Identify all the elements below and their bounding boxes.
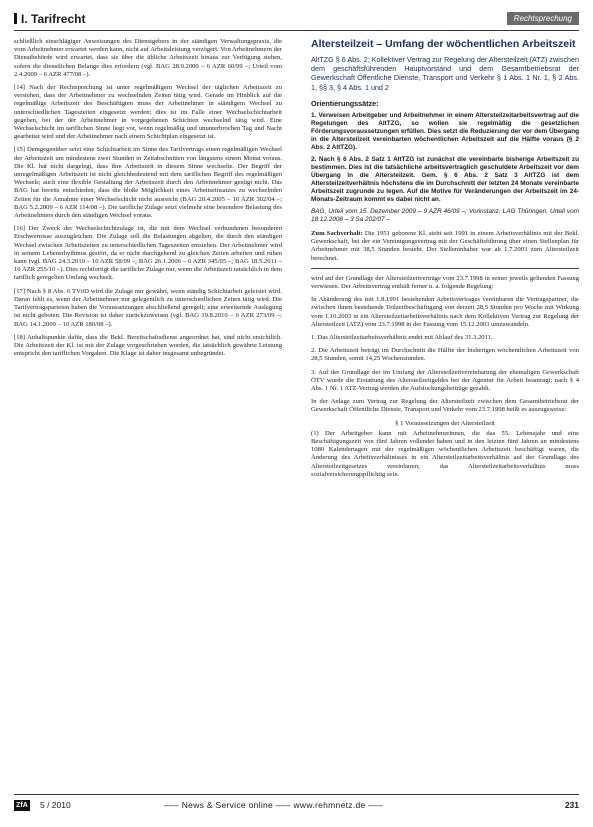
right-paragraph: In Abänderung des mit 1.8.1991 bestehenden Arbeitsvertrages vereinbaren die Vertragspartner, die zwischen ihnen bestehende Teilzeitbeschäftigung von derzeit 28,5 Stunden pro Woche mit Wirkung vom 1.10.2003 in ein Altersteilzeitarbeitsverhältnis nach dem Kollektiven Vertrag zur Regelung der Altersteilzeit (ATZ) vom 23.7.1998 in der Fassung vom 15.12.2003 umzuwandeln. — [311, 296, 579, 328]
left-paragraph: [15] Demgegenüber setzt eine Schichtarbeit im Sinne des Tarifvertrags einen regelmäßigen Wechsel der Arbeitszeit um mindestens zwei Stunden in Zeitabschnitten von längstens einem Monat voraus. Die Kl. hat nicht dargelegt, dass ihre Arbeitszeit in diesem Sinne wechselte. Der Begriff der unregelmäßigen Arbeitszeit ist nicht gleichbedeutend mit dem tariflichen Begriff des regelmäßigen Wechsels; auch eine flexible Gestaltung der Arbeitszeit durch den Arbeitnehmer genügt nicht. Das BAG hat bereits entschieden, dass die bloße Möglichkeit eines Arbeitseinsatzes zu wechselnden Zeiten für die Annahme einer Wechselschicht nicht ausreicht (BAG 20.4.2005 – 10 AZR 302/04 –; BAG 5.2.2009 – 6 AZR 114/08 –). Die tarifliche Zulage setzt vielmehr eine besondere Belastung des Arbeitnehmers durch den ständigen Wechsel voraus. — [14, 146, 282, 220]
facts-text: Die 1951 geborene Kl. steht seit 1991 in einem Arbeitsverhältnis mit der Bekl. Gewerkschaft, bei der ein Vereinigungsvertrag mit der Geschäftsführung über einen Stellenplan für Arbeitnehmer mit 38,5 Stunden besteht. Der Stelleninhaber war ab 1.7.2003 zum Altersteilzeit berechnet. — [311, 230, 579, 262]
rubric-tag: Rechtsprechung — [507, 12, 579, 25]
court-citation: BAG, Urteil vom 15. Dezember 2009 – 9 AZR 46/09 –; Vorinstanz: LAG Thüringen, Urteil vom 18.12.2008 – 3 Sa 202/07 – — [311, 208, 579, 224]
issue-number: 5 / 2010 — [40, 800, 71, 810]
left-paragraph: [17] Nach § 8 Abs. 6 TVöD wird die Zulage nur gewährt, wenn ständig Schichtarbeit geleistet wird. Daran fehlt es, wenn der Arbeitnehmer nur gelegentlich zu unterschiedlichen Zeiten tätig wird. Die Tarifvertragsparteien haben die Voraussetzungen abschließend geregelt; eine erweiternde Auslegung ist nicht geboten. Die Revision ist daher zurückzuweisen (vgl. BAG 19.8.2010 – 6 AZR 273/09 –; BAG 14.1.2009 – 10 AZR 180/08 –). — [14, 287, 282, 328]
divider — [311, 268, 579, 269]
left-paragraph: [16] Der Zweck der Wechselschichtzulage ist, die mit dem Wechsel verbundenen besonderen Erschwernisse auszugleichen. Die Zulage soll die Belastungen abgelten, die durch den ständigen Wechsel zwischen Arbeitszeiten zu unterschiedlichen Tageszeiten entstehen. Der Arbeitnehmer wird in seinem Lebensrhythmus gestört, da er nicht durchgehend zu gleichen Zeiten arbeiten und ruhen kann (vgl. BAG 24.3.2010 – 10 AZR 58/09 –; BAG 26.1.2006 – 6 AZR 345/05 –; BAG 18.5.2011 – 10 AZR 255/10 –). Dies rechtfertigt die tarifliche Zulage nur, wenn die Arbeitszeit tatsächlich in dem tariflich geregelten Umfang wechselt. — [14, 225, 282, 282]
left-paragraph: [18] Anhaltspunkte dafür, dass die Bekl. Bereitschaftsdienst angeordnet hat, sind nicht ersichtlich. Die Arbeitszeit der Kl. ist mit der Zulage vorgeschrieben worden, die tatsächlich gewährte Leistung entspricht den tariflichen Vorgaben. Die Klage ist daher insgesamt unbegründet. — [14, 333, 282, 358]
guideline-2: 2. Nach § 6 Abs. 2 Satz 1 AltTZG ist zunächst die vereinbarte bisherige Arbeitszeit zu bestimmen. Dies ist die tatsächliche arbeitsvertraglich geschuldete Arbeitszeit vor dem Übergang in die Altersteilzeit. Gem. § 6 Abs. 2 Satz 3 AltTZG ist dem Altersteilzeitverhältnis höchstens die im Durchschnitt der letzten 24 Monate vereinbarte Arbeitszeit zugrunde zu legen. Auf die Motive für Veränderungen der Arbeitszeit im 24-Monats-Zeitraum kommt es dabei nicht an. — [311, 156, 579, 204]
left-paragraph: [14] Nach der Rechtsprechung ist unter regelmäßigem Wechsel der täglichen Arbeitszeit zu verstehen, dass der Arbeitnehmer zu wechselnden Zeiten tätig wird. Gerade im Hinblick auf die regelmäßige Arbeitszeit des Beschäftigten muss der Arbeitnehmer in ständigem Wechsel zu unterschiedlichen Tageszeiten eingesetzt werden; dies ist im Falle einer Wechselschichtarbeit gegeben, bei der der Arbeitnehmer in vorgegebenen Schichten wechselnd tätig wird. Eine Wechselschicht im tariflichen Sinne liegt vor, wenn regelmäßig und ununterbrochen Tag und Nacht gearbeitet wird und der Arbeitnehmer nach einem Schichtplan eingesetzt ist. — [14, 84, 282, 141]
right-paragraph: wird auf der Grundlage der Altersteilzeitverträge vom 23.7.1998 in seiner jeweils geltenden Fassung verwiesen. Der Arbeitsvertrag enthält ferner u. a. folgende Regelung: — [311, 274, 579, 291]
facts-heading: Zum Sachverhalt: — [311, 230, 363, 238]
legal-reference: AltTZG § 6 Abs. 2; Kollektiver Vertrag zur Regelung der Altersteilzeit (ATZ) zwischen dem geschäftsführenden Hauptvorstand und dem Gesamtbetriebsrat der Gewerkschaft Öffentliche Dienste, Transport und Verkehr § 1 Abs. 1 Nr. 1, § 2 Abs. 1, §§ 3, § 4 Abs. 1 und 2 — [311, 55, 579, 92]
list-item: 2. Die Arbeitszeit beträgt im Durchschnitt die Hälfte der bisherigen wöchentlichen Arbeitszeit von 28,5 Stunden, somit 14,25 Wochenstunden. — [311, 347, 579, 363]
list-item: 3. Auf der Grundlage der im Umfang der Altersteilzeitvereinbarung der ehemaligen Gewerkschaft ÖTV wurde die Erstattung des Altersteilzeitgeldes bei der Agentur für Arbeit beantragt; nach § 4 Abs. 1 Nr. 1 ATZ-Vertrag werden die Aufstockungsbeiträge gezahlt. — [311, 368, 579, 393]
page-header — [14, 10, 579, 31]
right-paragraph: In der Anlage zum Vertrag zur Regelung der Altersteilzeit zwischen dem Gesamtbetriebsrat der Gewerkschaft Öffentliche Dienste, Transport und Verkehr vom 23.7.1998 heißt es auszugsweise: — [311, 398, 579, 414]
left-column — [14, 38, 282, 785]
article-title: Altersteilzeit – Umfang der wöchentlichen Arbeitszeit — [311, 38, 576, 50]
journal-logo: ZfA — [14, 800, 30, 811]
left-paragraph: schließlich einschlägiger Anweisungen des Dienstgebers in der ständigen Verwaltungspraxis, die vom Arbeitnehmer erwartet werden kann, nicht auf Arbeitsleistung verzögert. Von Arbeitnehmern der Dienstbehörde wird erwartet, dass sie über die übliche Arbeitszeit hinaus zur Verfügung stehen, sofern die dienstlichen Belange dies erfordern (vgl. BAG 28.9.2000 – 6 AZR 60/99 –; Urteil vom 2.4.2009 – 6 AZR 477/08 –). — [14, 38, 282, 78]
guidelines-heading: Orientierungssätze: — [311, 98, 379, 108]
website-link[interactable]: ––– News & Service online ––– www.rehmnetz.de ––– — [164, 800, 384, 810]
page-number: 231 — [564, 800, 579, 810]
page-footer — [14, 794, 579, 815]
right-column — [311, 38, 579, 785]
right-paragraph: (1) Der Arbeitgeber kann mit Arbeitnehmerinnen, die das 55. Lebensjahr und eine Beschäftigungszeit von fünf Jahren vollendet haben und in den letzten fünf Jahren an mindestens 1080 Kalendertagen mit der regelmäßigen wöchentlichen Arbeitszeit beschäftigt waren, die Änderung des Arbeitsverhältnisses in ein Altersteilzeitarbeitsverhältnis auf der Grundlage des Altersteilzeitgesetzes vereinbaren; das Altersteilzeitarbeitsverhältnis muss sozialversicherungspflichtig sein. — [311, 429, 579, 478]
list-item: 1. Das Altersteilzeitarbeitsverhältnis endet mit Ablauf des 31.3.2011. — [311, 334, 493, 342]
section-label: I. Tarifrecht — [14, 12, 85, 26]
guideline-1: 1. Verweisen Arbeitgeber und Arbeitnehmer in einem Altersteilzeitarbeitsvertrag auf die Regelungen des AltTZG, so wollen sie regelmäßig die gesetzlichen Förderungsvoraussetzungen erfüllen. Dies setzt die Reduzierung der vor dem Übergang in die Altersteilzeit vereinbarten wöchentlichen Arbeitszeit auf die Hälfte voraus (§ 2 Abs. 2 AltTZG). — [311, 112, 579, 152]
section-heading: § 1 Voraussetzungen der Altersteilzeit — [395, 419, 495, 427]
